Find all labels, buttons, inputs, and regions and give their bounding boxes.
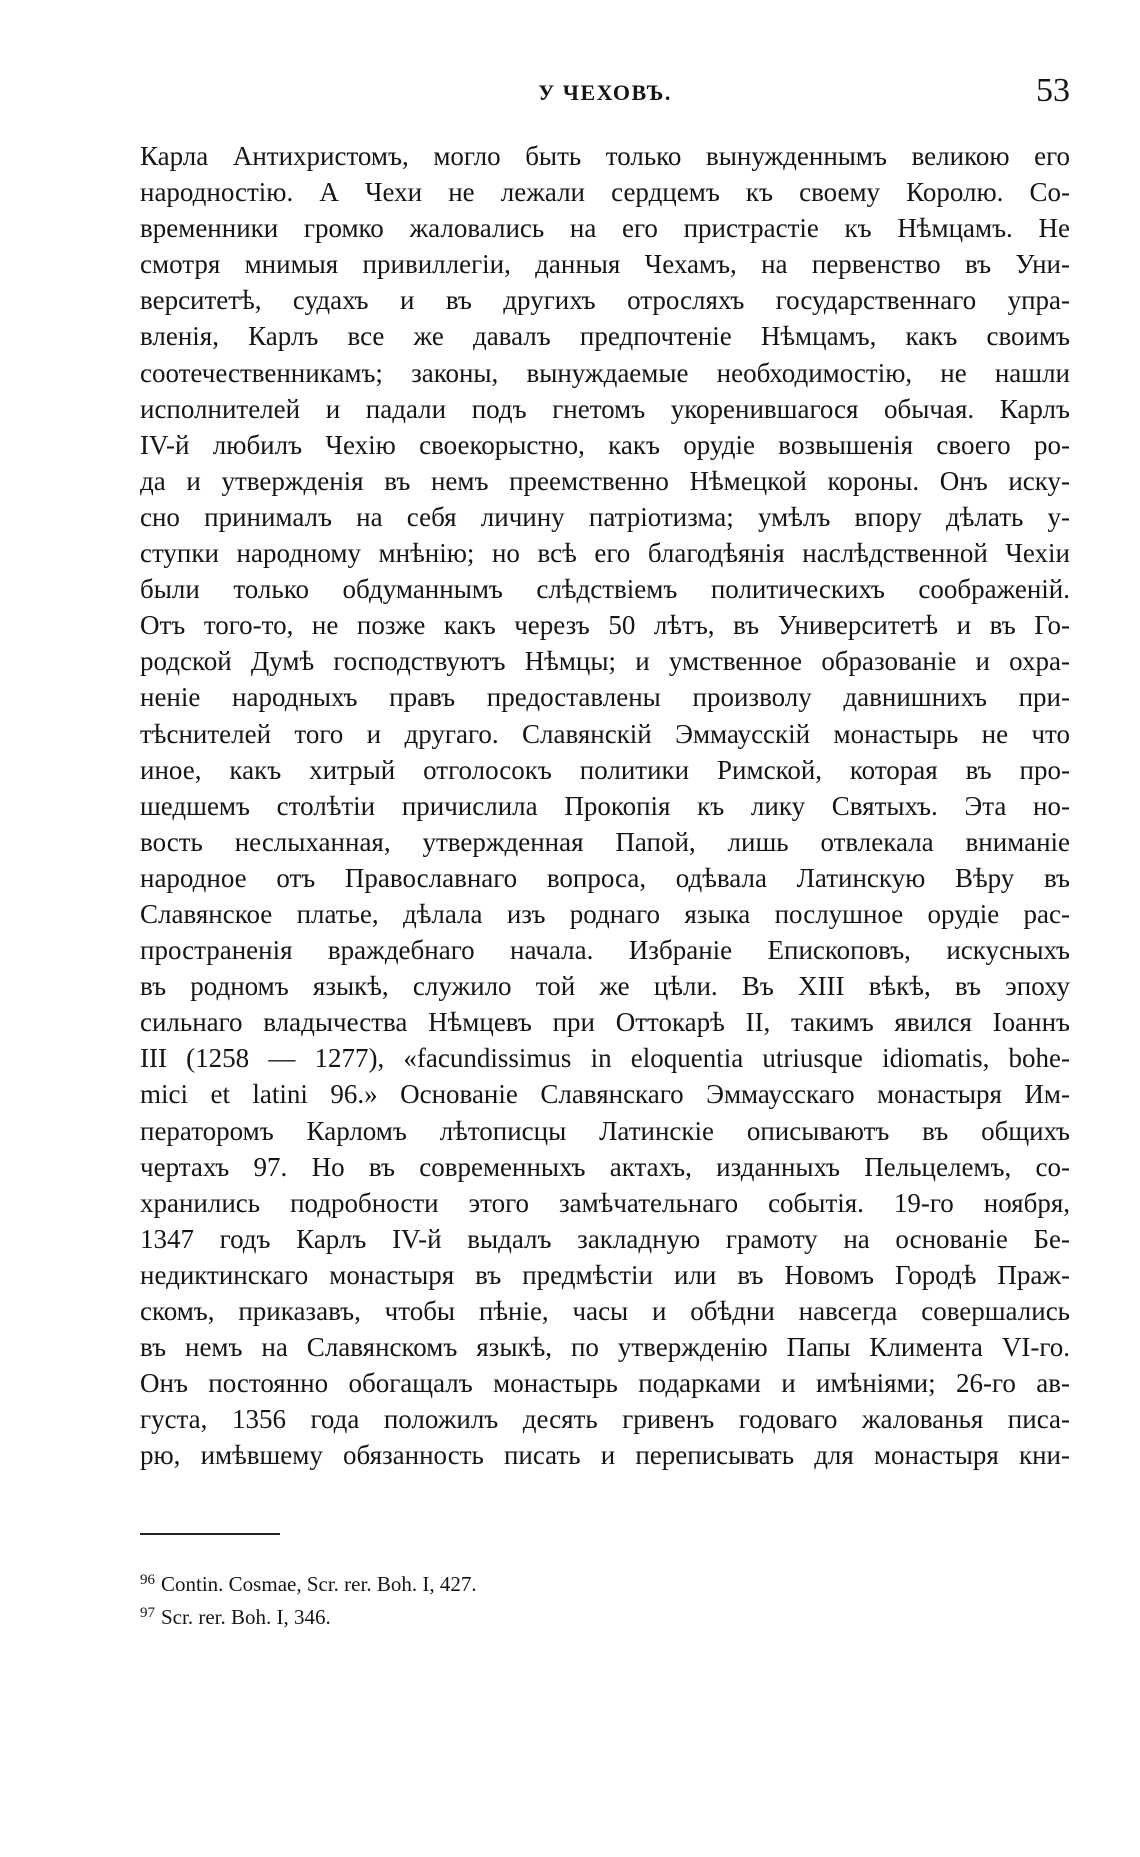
text-line: народное отъ Православнаго вопроса, одѣвала Латинскую Вѣру въ xyxy=(140,862,1070,893)
footnote-96 xyxy=(140,1568,1070,1601)
footnote-97 xyxy=(140,1601,1070,1634)
footnote-mark: 96 xyxy=(140,1572,155,1588)
text-line: шедшемъ столѣтіи причислила Прокопія къ лику Святыхъ. Эта но- xyxy=(140,790,1070,821)
text-line: въ родномъ языкѣ, служило той же цѣли. Въ XIII вѣкѣ, въ эпоху xyxy=(140,971,1070,1002)
text-line: Отъ того-то, не позже какъ черезъ 50 лѣтъ, въ Университетѣ и въ Го- xyxy=(140,610,1070,641)
text-line: хранились подробности этого замѣчательнаго событія. 19-го ноября, xyxy=(140,1187,1070,1218)
footnote-divider xyxy=(140,1533,280,1535)
text-line: 1347 годъ Карлъ IV-й выдалъ закладную грамоту на основаніе Бе- xyxy=(140,1223,1070,1254)
text-line: неніе народныхъ правъ предоставлены произволу давнишнихъ при- xyxy=(140,682,1070,713)
text-line: Карла Антихристомъ, могло быть только вынужденнымъ великою его xyxy=(140,141,1070,171)
text-line: въ немъ на Славянскомъ языкѣ, по утвержденію Папы Климента VI-го. xyxy=(140,1332,1070,1363)
text-line: ступки народному мнѣнію; но всѣ его благодѣянія наслѣдственной Чехіи xyxy=(140,538,1070,569)
text-line: смотря мнимыя привиллегіи, данныя Чехамъ, на первенство въ Уни- xyxy=(140,249,1070,280)
text-line: скомъ, приказавъ, чтобы пѣніе, часы и обѣдни навсегда совершались xyxy=(140,1296,1070,1326)
text-line: чертахъ 97. Но въ современныхъ актахъ, изданныхъ Пельцелемъ, со- xyxy=(140,1151,1070,1182)
page-number: 53 xyxy=(1036,72,1070,109)
text-line: недиктинскаго монастыря въ предмѣстіи или въ Новомъ Городѣ Праж- xyxy=(140,1259,1070,1290)
text-line: IV-й любилъ Чехію своекорыстно, какъ орудіе возвышенія своего ро- xyxy=(140,429,1070,460)
text-line: Онъ постоянно обогащалъ монастырь подарками и имѣніями; 26-го ав- xyxy=(140,1368,1070,1399)
running-head xyxy=(140,72,1070,116)
text-line: иное, какъ хитрый отголосокъ политики Римской, которая въ про- xyxy=(140,754,1070,785)
text-line: временники громко жаловались на его пристрастіе къ Нѣмцамъ. Не xyxy=(140,213,1070,244)
text-line: сно принималъ на себя личину патріотизма; умѣлъ впору дѣлать у- xyxy=(140,501,1070,532)
text-line: тѣснителей того и другаго. Славянскій Эммаусскій монастырь не что xyxy=(140,718,1070,749)
text-line: вленія, Карлъ все же давалъ предпочтеніе Нѣмцамъ, какъ своимъ xyxy=(140,321,1070,352)
text-line: вость неслыханная, утвержденная Папой, лишь отвлекала вниманіе xyxy=(140,826,1070,857)
text-line: исполнителей и падали подъ гнетомъ укоренившагося обычая. Карлъ xyxy=(140,393,1070,424)
text-line: рю, имѣвшему обязанность писать и переписывать для монастыря кни- xyxy=(140,1440,1070,1471)
text-line: да и утвержденія въ немъ преемственно Нѣмецкой короны. Онъ иску- xyxy=(140,465,1070,496)
text-line: родской Думѣ господствуютъ Нѣмцы; и умственное образованіе и охра- xyxy=(140,646,1070,677)
running-title: У ЧЕХОВЪ. xyxy=(538,80,672,105)
footnotes xyxy=(140,1568,1070,1634)
text-line: густа, 1356 года положилъ десять гривенъ годоваго жалованья писа- xyxy=(140,1404,1070,1435)
text-line: народностію. А Чехи не лежали сердцемъ къ своему Королю. Со- xyxy=(140,177,1070,208)
text-line: mici et latini 96.» Основаніе Славянскаго Эммаусскаго монастыря Им- xyxy=(140,1079,1070,1110)
text-line: соотечественникамъ; законы, вынуждаемые необходимостію, не нашли xyxy=(140,357,1070,388)
footnote-text: Contin. Cosmae, Scr. rer. Boh. I, 427. xyxy=(161,1572,477,1596)
text-line: III (1258 — 1277), «facundissimus in eloquentia utriusque idiomatis, bohe- xyxy=(140,1043,1070,1074)
body-text xyxy=(140,138,1070,1473)
text-line: были только обдуманнымъ слѣдствіемъ политическихъ соображеній. xyxy=(140,574,1070,605)
text-line: Славянское платье, дѣлала изъ роднаго языка послушное орудіе рас- xyxy=(140,898,1070,929)
text-line: пространенія враждебнаго начала. Избраніе Епископовъ, искусныхъ xyxy=(140,935,1070,966)
text-line: ператоромъ Карломъ лѣтописцы Латинскіе описываютъ въ общихъ xyxy=(140,1115,1070,1146)
footnote-text: Scr. rer. Boh. I, 346. xyxy=(161,1605,331,1629)
text-line: сильнаго владычества Нѣмцевъ при Оттокарѣ II, такимъ явился Іоаннъ xyxy=(140,1007,1070,1038)
text-line: верситетѣ, судахъ и въ другихъ отросляхъ государственнаго упра- xyxy=(140,285,1070,316)
footnote-mark: 97 xyxy=(140,1605,155,1621)
